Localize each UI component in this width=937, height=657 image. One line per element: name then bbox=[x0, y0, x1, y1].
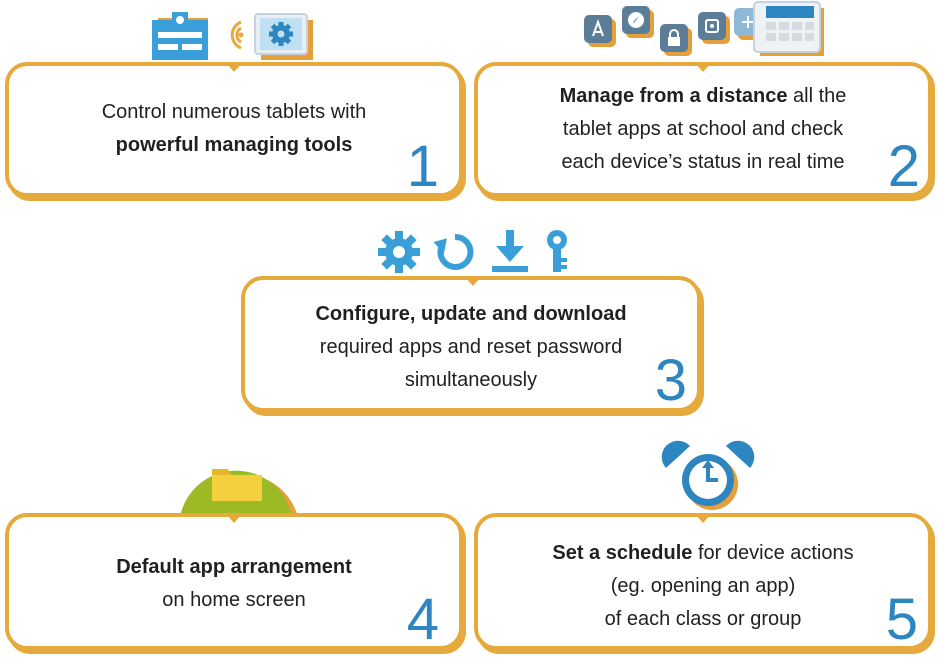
key-icon bbox=[541, 228, 573, 279]
step-4-line-2: on home screen bbox=[162, 589, 306, 611]
step-4-notch bbox=[226, 514, 242, 523]
step-card-3 bbox=[241, 276, 701, 412]
step-5-line-3: of each class or group bbox=[604, 608, 802, 630]
step-4-bold-lead: Default app arrangement bbox=[116, 556, 352, 578]
app-icon bbox=[698, 12, 730, 49]
compass-icon bbox=[622, 6, 654, 43]
step-3-line-3: simultaneously bbox=[404, 369, 538, 391]
alarm-clock-icon bbox=[660, 440, 756, 521]
step-3-line-2: required apps and reset password bbox=[319, 336, 623, 358]
step-5-bold-lead: Set a schedule bbox=[552, 542, 693, 564]
gear-icon bbox=[377, 230, 421, 279]
step-card-2 bbox=[474, 62, 932, 197]
step-1-number: 1 bbox=[406, 134, 439, 199]
step-5-line-2: (eg. opening an app) bbox=[610, 575, 796, 597]
tablet-calendar-icon bbox=[752, 0, 826, 61]
wireless-signal-icon bbox=[219, 18, 245, 57]
step-2-number: 2 bbox=[887, 134, 920, 199]
app-store-icon bbox=[584, 15, 616, 52]
step-2-line-1: all the bbox=[787, 85, 847, 107]
step-1-notch bbox=[226, 63, 242, 72]
step-card-5 bbox=[474, 513, 932, 650]
step-1-line-1: Control numerous tablets with bbox=[101, 101, 367, 123]
tablet-settings-icon bbox=[253, 12, 315, 65]
step-card-4 bbox=[5, 513, 463, 650]
step-4-number: 4 bbox=[406, 587, 439, 652]
step-2-bold-lead: Manage from a distance bbox=[559, 85, 788, 107]
step-5-line-1: for device actions bbox=[692, 542, 854, 564]
step-2-line-2: tablet apps at school and check bbox=[562, 118, 844, 140]
folder-icon bbox=[176, 455, 298, 522]
step-5-notch bbox=[695, 514, 711, 523]
step-2-notch bbox=[695, 63, 711, 72]
step-5-number: 5 bbox=[885, 587, 918, 652]
step-3-number: 3 bbox=[654, 348, 687, 413]
step-1-line-2: powerful managing tools bbox=[115, 134, 353, 156]
school-building-icon bbox=[150, 10, 212, 65]
step-card-1 bbox=[5, 62, 463, 197]
step-2-line-3: each device’s status in real time bbox=[561, 151, 845, 173]
download-icon bbox=[490, 228, 530, 279]
step-3-bold-lead: Configure, update and download bbox=[315, 303, 627, 325]
refresh-icon bbox=[433, 230, 477, 279]
lock-icon bbox=[660, 24, 692, 61]
step-3-notch bbox=[465, 277, 481, 286]
